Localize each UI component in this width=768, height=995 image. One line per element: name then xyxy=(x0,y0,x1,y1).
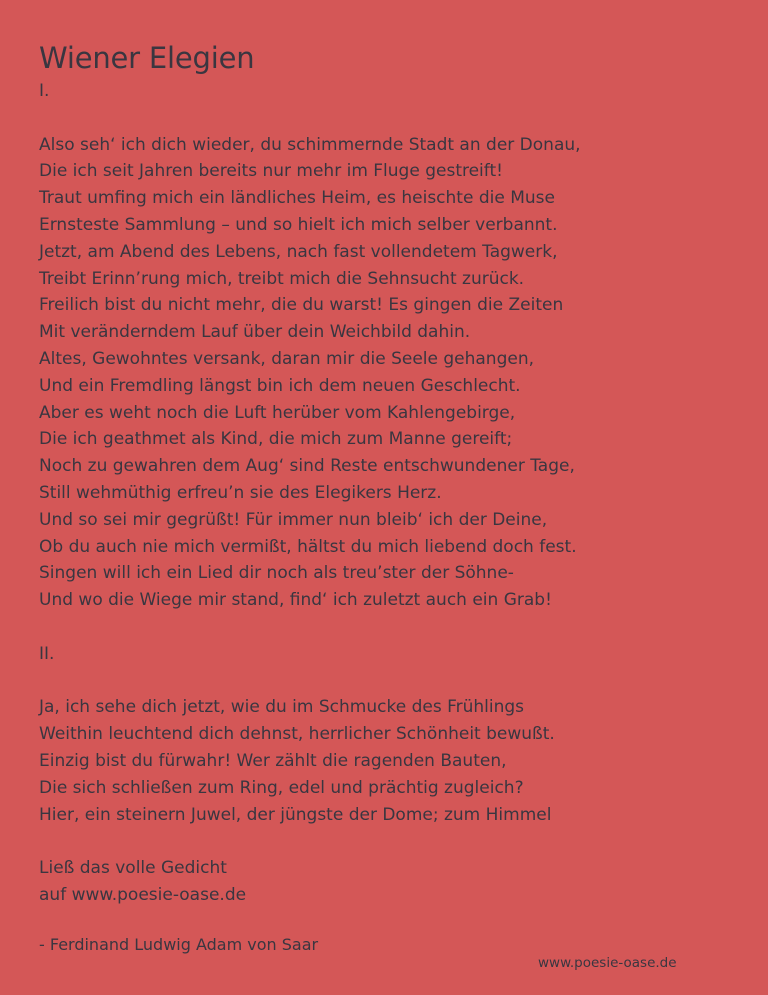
spacer xyxy=(39,614,739,641)
poem-line: Weithin leuchtend dich dehnst, herrlicher Schönheit bewußt. xyxy=(39,724,555,745)
poem-line: Altes, Gewohntes versank, daran mir die Seele gehangen, xyxy=(39,348,535,369)
poem-page xyxy=(39,38,739,909)
poem-line: Also seh‘ ich dich wieder, du schimmernde Stadt an der Donau, xyxy=(39,134,581,155)
stanza-2 xyxy=(39,694,739,828)
poem-line: Die ich seit Jahren bereits nur mehr im Fluge gestreift! xyxy=(39,161,503,182)
stanza-1 xyxy=(39,132,739,614)
spacer xyxy=(39,828,739,855)
poem-line: Noch zu gewahren dem Aug‘ sind Reste entschwundener Tage, xyxy=(39,456,575,477)
spacer xyxy=(39,668,739,695)
poem-line: Ja, ich sehe dich jetzt, wie du im Schmucke des Frühlings xyxy=(39,697,525,718)
poem-line: Still wehmüthig erfreu’n sie des Elegikers Herz. xyxy=(39,482,442,503)
poem-line: Und ein Fremdling längst bin ich dem neuen Geschlecht. xyxy=(39,375,521,396)
poem-line: Singen will ich ein Lied dir noch als treu’ster der Söhne- xyxy=(39,563,514,584)
poem-line: Traut umfing mich ein ländliches Heim, es heischte die Muse xyxy=(39,188,555,209)
poem-line: Treibt Erinn’rung mich, treibt mich die Sehnsucht zurück. xyxy=(39,268,525,289)
spacer xyxy=(39,105,739,132)
poem-line: Aber es weht noch die Luft herüber vom Kahlengebirge, xyxy=(39,402,516,423)
author-credit: - Ferdinand Ludwig Adam von Saar xyxy=(39,935,319,954)
poem-line: Ob du auch nie mich vermißt, hältst du mich liebend doch fest. xyxy=(39,536,577,557)
poem-line: Hier, ein steinern Juwel, der jüngste der Dome; zum Himmel xyxy=(39,804,552,825)
section-number-1: I. xyxy=(39,81,50,101)
poem-line: Einzig bist du fürwahr! Wer zählt die ragenden Bauten, xyxy=(39,750,507,771)
promo-line: Ließ das volle Gedicht xyxy=(39,858,227,879)
poem-line: Ernsteste Sammlung – und so hielt ich mich selber verbannt. xyxy=(39,214,558,235)
poem-line: Die sich schließen zum Ring, edel und prächtig zugleich? xyxy=(39,777,524,798)
section-number-2: II. xyxy=(39,643,55,664)
poem-line: Jetzt, am Abend des Lebens, nach fast vollendetem Tagwerk, xyxy=(39,241,558,262)
poem-line: Mit veränderndem Lauf über dein Weichbild dahin. xyxy=(39,322,471,343)
poem-title: Wiener Elegien xyxy=(39,41,255,75)
poem-line: Und wo die Wiege mir stand, find‘ ich zuletzt auch ein Grab! xyxy=(39,590,552,611)
site-watermark: www.poesie-oase.de xyxy=(538,955,677,971)
poem-line: Und so sei mir gegrüßt! Für immer nun bleib‘ ich der Deine, xyxy=(39,509,548,530)
promo-text xyxy=(39,855,739,909)
poem-line: Freilich bist du nicht mehr, die du warst! Es gingen die Zeiten xyxy=(39,295,564,316)
promo-line: auf www.poesie-oase.de xyxy=(39,884,247,905)
poem-line: Die ich geathmet als Kind, die mich zum Manne gereift; xyxy=(39,429,513,450)
